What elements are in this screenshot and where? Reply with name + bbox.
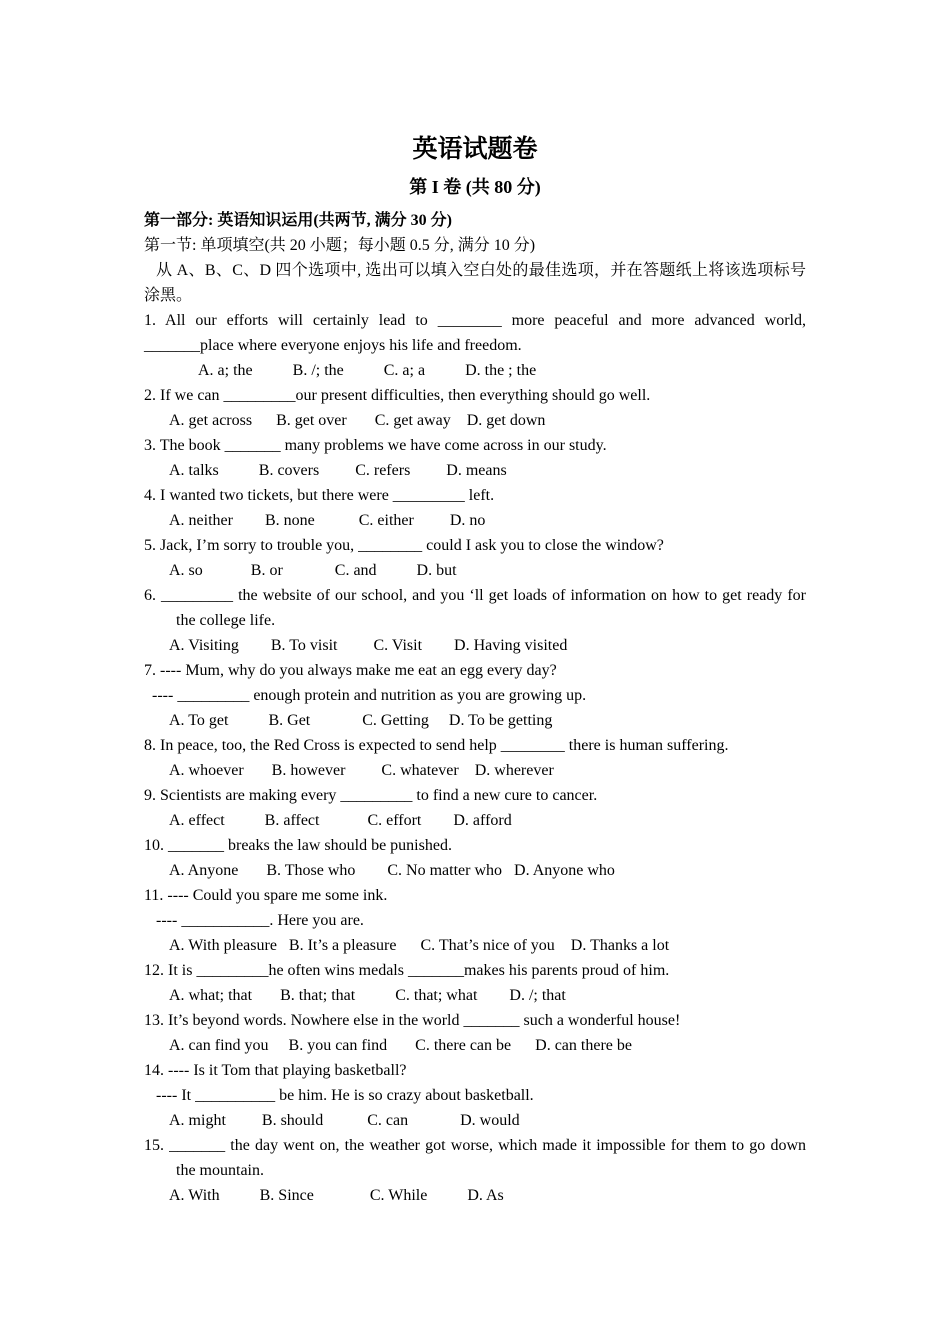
- question-reply: ---- ___________. Here you are.: [156, 912, 364, 929]
- question-stem: 1. All our efforts will certainly lead to ________ more peaceful and more advanced world, _______place where everyone enjoys his life and freedom.: [144, 312, 806, 354]
- section-title: 第一节: 单项填空(共 20 小题；每小题 0.5 分, 满分 10 分): [144, 237, 536, 254]
- question-stem: 9. Scientists are making every _________ to find a new cure to cancer.: [144, 787, 598, 804]
- instruction: 从 A、B、C、D 四个选项中, 选出可以填入空白处的最佳选项，并在答题纸上将该选项标号涂黑。: [144, 262, 806, 304]
- question-options: A. get across B. get over C. get away D. get down: [169, 412, 546, 429]
- question-stem: 12. It is _________he often wins medals _______makes his parents proud of him.: [144, 962, 670, 979]
- question-options: A. so B. or C. and D. but: [169, 562, 457, 579]
- question-stem: 5. Jack, I’m sorry to trouble you, ________ could I ask you to close the window?: [144, 537, 664, 554]
- question-options: A. Anyone B. Those who C. No matter who D. Anyone who: [169, 862, 615, 879]
- question-options: A. might B. should C. can D. would: [169, 1112, 520, 1129]
- question-options: A. With B. Since C. While D. As: [169, 1187, 504, 1204]
- volume-subtitle: 第 I 卷 (共 80 分): [409, 177, 541, 197]
- question-stem: 10. _______ breaks the law should be punished.: [144, 837, 452, 854]
- question-options: A. talks B. covers C. refers D. means: [169, 462, 507, 479]
- question-stem: 11. ---- Could you spare me some ink.: [144, 887, 388, 904]
- question-stem: 13. It’s beyond words. Nowhere else in the world _______ such a wonderful house!: [144, 1012, 681, 1029]
- question-options: A. neither B. none C. either D. no: [169, 512, 486, 529]
- page-title: 英语试题卷: [412, 136, 538, 163]
- question-reply: ---- _________ enough protein and nutrition as you are growing up.: [152, 687, 587, 704]
- question-options: A. a; the B. /; the C. a; a D. the ; the: [198, 362, 537, 379]
- part-title: 第一部分: 英语知识运用(共两节, 满分 30 分): [144, 212, 452, 229]
- question-stem: 6. _________ the website of our school, and you ‘ll get loads of information on how to get ready for the college life.: [144, 587, 806, 629]
- question-options: A. can find you B. you can find C. there can be D. can there be: [169, 1037, 632, 1054]
- question-options: A. To get B. Get C. Getting D. To be getting: [169, 712, 553, 729]
- question-stem: 2. If we can _________our present difficulties, then everything should go well.: [144, 387, 651, 404]
- question-options: A. effect B. affect C. effort D. afford: [169, 812, 512, 829]
- question-options: A. what; that B. that; that C. that; what D. /; that: [169, 987, 566, 1004]
- question-options: A. Visiting B. To visit C. Visit D. Having visited: [169, 637, 568, 654]
- question-stem: 4. I wanted two tickets, but there were _________ left.: [144, 487, 495, 504]
- question-stem: 7. ---- Mum, why do you always make me eat an egg every day?: [144, 662, 557, 679]
- question-stem: 8. In peace, too, the Red Cross is expected to send help ________ there is human suffering.: [144, 737, 729, 754]
- question-options: A. With pleasure B. It’s a pleasure C. That’s nice of you D. Thanks a lot: [169, 937, 670, 954]
- question-options: A. whoever B. however C. whatever D. wherever: [169, 762, 554, 779]
- question-stem: 15. _______ the day went on, the weather got worse, which made it impossible for them to go down the mountain.: [144, 1137, 806, 1179]
- question-stem: 3. The book _______ many problems we have come across in our study.: [144, 437, 607, 454]
- question-reply: ---- It __________ be him. He is so crazy about basketball.: [156, 1087, 534, 1104]
- exam-page: [144, 128, 806, 1208]
- question-stem: 14. ---- Is it Tom that playing basketball?: [144, 1062, 407, 1079]
